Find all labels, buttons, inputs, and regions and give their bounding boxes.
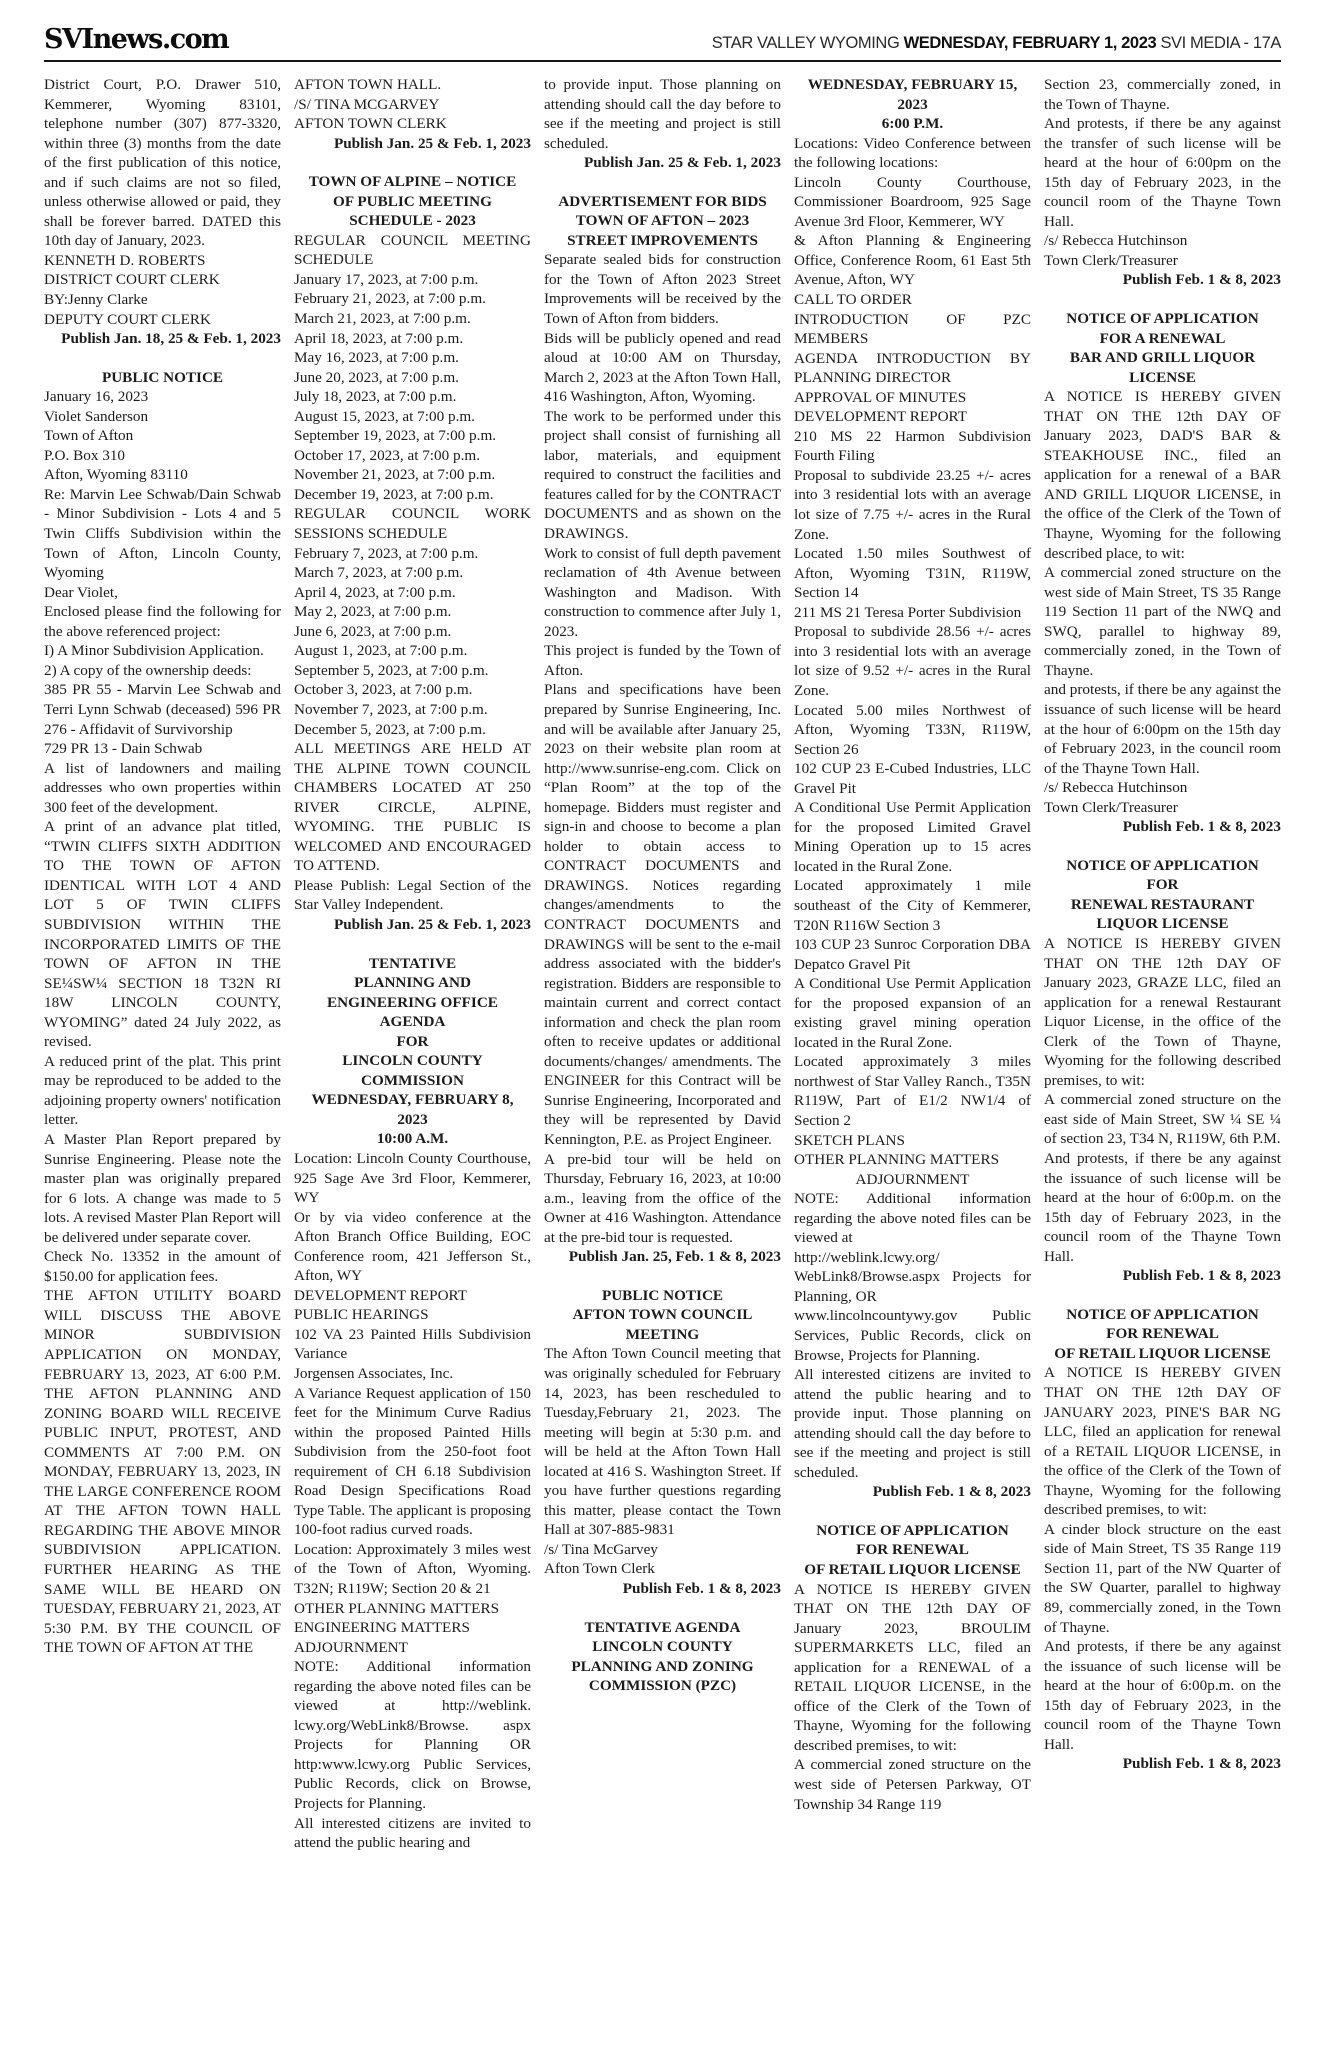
notice-heading-line: NOTICE OF APPLICATION (1066, 856, 1259, 874)
notice-paragraph: PUBLIC HEARINGS (294, 1306, 429, 1324)
notice-heading-line: LINCOLN COUNTY (342, 1052, 483, 1070)
notice-paragraph: 210 MS 22 Harmon Subdivision Fourth Filing (794, 427, 1031, 465)
notice-paragraph: 211 MS 21 Teresa Porter Subdivision (794, 603, 1022, 621)
publish-line: Publish Feb. 1 & 8, 2023 (1122, 818, 1281, 836)
notice-paragraph: Located 5.00 miles Northwest of Afton, Wyoming T33N, R119W, Section 26 (794, 701, 1031, 758)
notice-paragraph: A NOTICE IS HEREBY GIVEN THAT ON THE 12th DAY OF January 2023, GRAZE LLC, filed an application for a renewal Restaurant Liquor License, in the office of the Clerk of the Town of Thayne, Wyoming for the following described premises, to wit: (1044, 934, 1281, 1089)
notice-paragraph: A commercial zoned structure on the west side of Main Street, TS 35 Range 119 Section 11 part of the NWQ and SWQ, parallel to highway 89, commercially zoned, in the Town of Thayne. (1044, 564, 1281, 679)
notice-heading-line: LIQUOR LICENSE (1096, 915, 1229, 933)
notice-paragraph: Re: Marvin Lee Schwab/Dain Schwab - Minor Subdivision - Lots 4 and 5 Twin Cliffs Subdivision within the Town of Afton, Lincoln County, Wyoming (44, 485, 281, 582)
notice-paragraph: A cinder block structure on the east side of Main Street, TS 35 Range 119 Section 11, part of the NW Quarter of the SW Quarter, parallel to highway 89, commercially zoned, in the Town of Thayne. (1044, 1520, 1281, 1636)
notice-heading-line: NOTICE OF APPLICATION (816, 1521, 1009, 1539)
notice-heading-line: FOR A RENEWAL (1099, 329, 1226, 347)
notice-paragraph: Town Clerk/Treasurer (1044, 798, 1178, 816)
notice-paragraph: & Afton Planning & Engineering Office, Conference Room, 61 East 5th Avenue, Afton, WY (794, 232, 1031, 289)
notice-paragraph: REGULAR COUNCIL MEETING SCHEDULE (294, 231, 531, 269)
notice-heading-line: TENTATIVE AGENDA (584, 1618, 741, 1636)
notice-heading-line: AFTON TOWN COUNCIL (572, 1306, 753, 1324)
notice-heading-line: 10:00 A.M. (376, 1130, 449, 1148)
notice-paragraph: April 18, 2023, at 7:00 p.m. (294, 329, 464, 347)
notice-paragraph: And protests, if there be any against the issuance of such license will be heard at the hour of 6:00p.m. on the 15th day of February 2023, in the council room of the Thayne Town Hall. (1044, 1149, 1281, 1265)
notice-paragraph: March 7, 2023, at 7:00 p.m. (294, 564, 464, 582)
notice-heading-line: FOR (1146, 876, 1179, 894)
notice-paragraph: /s/ Tina McGarvey (544, 1540, 658, 1558)
notice-heading-line: COMMISSION (361, 1071, 464, 1089)
notice-paragraph: KENNETH D. ROBERTS (44, 251, 206, 269)
notice-paragraph: Bids will be publicly opened and read aloud at 10:00 AM on Thursday, March 2, 2023 at the Afton Town Hall, 416 Washington, Afton, Wyoming. (544, 329, 781, 406)
notice-heading-line: OF RETAIL LIQUOR LICENSE (1054, 1344, 1271, 1362)
publish-line: Publish Jan. 18, 25 & Feb. 1, 2023 (61, 330, 281, 348)
notice-paragraph: Section 23, commercially zoned, in the Town of Thayne. (1044, 76, 1281, 113)
notice-heading-line: TENTATIVE (368, 954, 457, 972)
notice-paragraph: Please Publish: Legal Section of the Star Valley Independent. (294, 876, 531, 914)
notice-heading-line: 6:00 P.M. (881, 115, 944, 133)
notice-paragraph: A Conditional Use Permit Application for the proposed Limited Gravel Mining Operation up to 15 acres located in the Rural Zone. (794, 799, 1031, 875)
column-3 (544, 75, 781, 1853)
notice-paragraph: September 5, 2023, at 7:00 p.m. (294, 661, 489, 679)
notice-heading-line: OF RETAIL LIQUOR LICENSE (804, 1561, 1021, 1579)
notice-paragraph: January 16, 2023 (44, 388, 149, 406)
notice-paragraph: /s/ Rebecca Hutchinson (1044, 779, 1188, 797)
notice-paragraph: 2) A copy of the ownership deeds: (44, 661, 252, 679)
notice-heading-line: LINCOLN COUNTY (592, 1638, 733, 1656)
notice-paragraph: April 4, 2023, at 7:00 p.m. (294, 583, 456, 601)
notice-paragraph: OTHER PLANNING MATTERS (794, 1151, 1000, 1169)
notice-paragraph: REGULAR COUNCIL WORK SESSIONS SCHEDULE (294, 505, 531, 543)
notice-heading-line: STREET IMPROVEMENTS (567, 231, 758, 249)
publish-line: Publish Feb. 1 & 8, 2023 (1122, 1267, 1281, 1285)
notice-paragraph: Town of Afton (44, 427, 134, 445)
notice-paragraph: DEPUTY COURT CLERK (44, 310, 212, 328)
notice-heading-line: WEDNESDAY, FEBRUARY 15, (807, 76, 1018, 93)
notice-heading-line: ADVERTISEMENT FOR BIDS (558, 192, 767, 210)
notice-paragraph: I) A Minor Subdivision Application. (44, 642, 264, 660)
page-header (44, 0, 1281, 62)
notice-paragraph: The Afton Town Council meeting that was originally scheduled for February 14, 2023, has been rescheduled to Tuesday,February 21, 2023. The meeting will begin at 5:30 p.m. and will be held at the Afton Town Hall located at 416 S. Washington Street. If you have further questions regarding this matter, please contact the Town Hall at 307-885-9831 (544, 1345, 781, 1539)
notice-paragraph: /S/ TINA MCGARVEY (294, 95, 440, 113)
publish-line: Publish Jan. 25 & Feb. 1, 2023 (583, 154, 781, 172)
notice-paragraph: A list of landowners and mailing addresses who own properties within 300 feet of the development. (44, 759, 281, 816)
publish-line: Publish Feb. 1 & 8, 2023 (622, 1580, 781, 1598)
notice-paragraph: A NOTICE IS HEREBY GIVEN THAT ON THE 12th DAY OF January 2023, BROULIM SUPERMARKETS LLC, filed an application for a RENEWAL of a RETAIL LIQUOR LICENSE, in the office of the Clerk of the Town of Thayne, Wyoming for the following described premises, to wit: (794, 1580, 1031, 1754)
notice-paragraph: Or by via video conference at the Afton Branch Office Building, EOC Conference room, 421 Jefferson St., Afton, WY (294, 1208, 531, 1285)
notice-heading-line: ENGINEERING OFFICE (327, 993, 498, 1011)
notice-heading-line: MEETING (625, 1325, 700, 1343)
masthead: SVInews.com (44, 24, 229, 55)
notice-paragraph: DEVELOPMENT REPORT (294, 1286, 468, 1304)
notice-paragraph: A commercial zoned structure on the east side of Main Street, SW ¼ SE ¼ of section 23, T34 N, R119W, 6th P.M. (1044, 1091, 1281, 1148)
notice-paragraph: DEVELOPMENT REPORT (794, 408, 968, 426)
notice-paragraph: This project is funded by the Town of Afton. (544, 642, 781, 679)
notice-paragraph: Separate sealed bids for construction for the Town of Afton 2023 Street Improvements will be received by the Town of Afton from bidders. (544, 251, 781, 328)
notice-paragraph: June 20, 2023, at 7:00 p.m. (294, 368, 459, 386)
notice-heading-line: WEDNESDAY, FEBRUARY 8, (311, 1091, 514, 1109)
legal-notices-columns (0, 62, 1325, 1853)
notice-paragraph: Located approximately 1 mile southeast of the City of Kemmerer, T20N R116W Section 3 (794, 877, 1031, 934)
notice-heading-line: PLANNING AND (354, 974, 471, 992)
notice-heading-line: FOR RENEWAL (856, 1541, 969, 1559)
notice-paragraph: August 1, 2023, at 7:00 p.m. (294, 642, 468, 660)
column-1 (44, 75, 281, 1853)
notice-paragraph: Enclosed please find the following for the above referenced project: (44, 603, 281, 640)
notice-paragraph: May 2, 2023, at 7:00 p.m. (294, 603, 452, 621)
notice-paragraph: 385 PR 55 - Marvin Lee Schwab and Terri Lynn Schwab (deceased) 596 PR 276 - Affidavit of Survivorship (44, 681, 281, 738)
notice-paragraph: August 15, 2023, at 7:00 p.m. (294, 407, 475, 425)
notice-paragraph: Locations: Video Conference between the following locations: (794, 134, 1031, 172)
notice-paragraph: Work to consist of full depth pavement reclamation of 4th Avenue between Washington and Madison. With construction to commence after July 1, 2023. (544, 544, 781, 640)
notice-paragraph: January 17, 2023, at 7:00 p.m. (294, 270, 479, 288)
notice-paragraph: Lincoln County Courthouse, Commissioner Boardroom, 925 Sage Avenue 3rd Floor, Kemmerer, WY (794, 173, 1031, 230)
notice-paragraph: May 16, 2023, at 7:00 p.m. (294, 349, 459, 367)
notice-paragraph: ALL MEETINGS ARE HELD AT THE ALPINE TOWN COUNCIL CHAMBERS LOCATED AT 250 RIVER CIRCLE, ALPINE, WYOMING. THE PUBLIC IS WELCOMED AND ENCOURAGED TO ATTEND. (294, 740, 531, 875)
notice-heading-line: PUBLIC NOTICE (101, 368, 224, 386)
notice-paragraph: Afton, Wyoming 83110 (44, 466, 188, 484)
notice-heading-line: FOR RENEWAL (1106, 1325, 1219, 1343)
header-edition: SVI MEDIA - 17A (1156, 34, 1281, 52)
notice-paragraph: Proposal to subdivide 23.25 +/- acres into 3 residential lots with an average lot size of 7.75 +/- acres in the Rural Zone. (794, 466, 1031, 543)
notice-paragraph: A Variance Request application of 150 feet for the Minimum Curve Radius within the proposed Painted Hills Subdivision from the 250-foot foot requirement of CH 6.18 Subdivision Road Design Specifications Road Type Table. The applicant is proposing 100-foot radius curved roads. (294, 1384, 531, 1539)
notice-paragraph: A Master Plan Report prepared by Sunrise Engineering. Please note the master plan was originally prepared for 6 lots. A change was made to 5 lots. A revised Master Plan Report will be delivered under separate cover. (44, 1130, 281, 1246)
notice-heading-line: PUBLIC NOTICE (601, 1286, 724, 1304)
notice-paragraph: The work to be performed under this project shall consist of furnishing all labor, materials, and equipment required to construct the facilities and features called for by the CONTRACT DOCUMENTS and as shown on the DRAWINGS. (544, 407, 781, 543)
notice-heading-line: AGENDA (379, 1013, 446, 1031)
notice-paragraph: AFTON TOWN HALL. (294, 76, 442, 93)
notice-paragraph: Afton Town Clerk (544, 1560, 655, 1578)
notice-paragraph: Proposal to subdivide 28.56 +/- acres into 3 residential lots with an average lot size of 9.52 +/- acres in the Rural Zone. (794, 623, 1031, 699)
notice-heading-line: 2023 (897, 95, 928, 113)
notice-paragraph: A NOTICE IS HEREBY GIVEN THAT ON THE 12th DAY OF JANUARY 2023, PINE'S BAR NG LLC, filed an application for renewal of a RETAIL LIQUOR LICENSE, in the office of the Clerk of the Town of Thayne, Wyoming for the following described premises, to wit: (1044, 1364, 1281, 1519)
notice-paragraph: Jorgensen Associates, Inc. (294, 1365, 454, 1382)
notice-paragraph: to provide input. Those planning on attending should call the day before to see if the meeting and project is still scheduled. (544, 76, 781, 152)
notice-heading-line: COMMISSION (PZC) (588, 1677, 737, 1695)
notice-paragraph: Location: Lincoln County Courthouse, 925 Sage Ave 3rd Floor, Kemmerer, WY (294, 1149, 531, 1207)
notice-paragraph: 102 VA 23 Painted Hills Subdivision Variance (294, 1325, 531, 1363)
notice-paragraph: March 21, 2023, at 7:00 p.m. (294, 310, 471, 328)
notice-paragraph: NOTE: Additional information regarding the above noted files can be viewed at (794, 1190, 1031, 1247)
notice-heading-line: BAR AND GRILL LIQUOR (1069, 349, 1256, 367)
notice-paragraph: All interested citizens are invited to attend the public hearing and (294, 1814, 531, 1852)
notice-paragraph: A Conditional Use Permit Application for the proposed expansion of an existing gravel mining operation located in the Rural Zone. (794, 975, 1031, 1051)
notice-paragraph: Located approximately 3 miles northwest of Star Valley Ranch., T35N R119W, Part of E1/2 NW1/4 of Section 2 (794, 1053, 1031, 1129)
column-5 (1044, 75, 1281, 1853)
notice-paragraph: SKETCH PLANS (794, 1131, 905, 1149)
publish-line: Publish Jan. 25, Feb. 1 & 8, 2023 (568, 1248, 781, 1266)
notice-paragraph: Location: Approximately 3 miles west of the Town of Afton, Wyoming. T32N; R119W; Section 20 & 21 (294, 1540, 531, 1598)
notice-paragraph: ENGINEERING MATTERS (294, 1619, 470, 1637)
notice-paragraph: THE AFTON UTILITY BOARD WILL DISCUSS THE ABOVE MINOR SUBDIVISION APPLICATION ON MONDAY, FEBRUARY 13, 2023, AT 6:00 P.M. THE AFTON PLANNING AND ZONING BOARD WILL RECEIVE PUBLIC INPUT, PROTEST, AND COMMENTS AT 7:00 P.M. ON MONDAY, FEBRUARY 13, 2023, IN THE LARGE CONFERENCE ROOM AT THE AFTON TOWN HALL REGARDING THE ABOVE MINOR SUBDIVISION APPLICATION. FURTHER HEARING AS THE SAME WILL BE HEARD ON TUESDAY, FEBRUARY 21, 2023, AT 5:30 P.M. BY THE COUNCIL OF THE TOWN OF AFTON AT THE (44, 1287, 281, 1657)
notice-paragraph: Dear Violet, (44, 583, 118, 601)
notice-paragraph: 729 PR 13 - Dain Schwab (44, 740, 203, 758)
publish-line: Publish Feb. 1 & 8, 2023 (1122, 1755, 1281, 1773)
notice-paragraph: /s/ Rebecca Hutchinson (1044, 232, 1188, 250)
notice-heading-line: RENEWAL RESTAURANT (1070, 895, 1255, 913)
notice-paragraph: December 5, 2023, at 7:00 p.m. (294, 720, 486, 738)
notice-paragraph: All interested citizens are invited to attend the public hearing and to provide input. Those planning on attending should call the day before to see if the meeting and project is still scheduled. (794, 1366, 1031, 1481)
notice-paragraph: November 7, 2023, at 7:00 p.m. (294, 700, 488, 718)
notice-paragraph: February 21, 2023, at 7:00 p.m. (294, 290, 486, 308)
notice-paragraph: OTHER PLANNING MATTERS (294, 1599, 500, 1617)
notice-paragraph: A NOTICE IS HEREBY GIVEN THAT ON THE 12th DAY OF January 2023, DAD'S BAR & STEAKHOUSE INC., filed an application for a renewal of a BAR AND GRILL LIQUOR LICENSE, in the office of the Clerk of the Town of Thayne, Wyoming for the following described place, to wit: (1044, 388, 1281, 562)
notice-heading-line: FOR (396, 1032, 429, 1050)
publish-line: Publish Jan. 25 & Feb. 1, 2023 (333, 134, 531, 152)
notice-paragraph: A print of an advance plat titled, “TWIN CLIFFS SIXTH ADDITION TO THE TOWN OF AFTON IDENTICAL WITH LOT 4 AND LOT 5 OF TWIN CLIFFS SUBDIVISION WITHIN THE INCORPORATED LIMITS OF THE TOWN OF AFTON IN THE SE¼SW¼ SECTION 18 T32N RI 18W LINCOLN COUNTY, WYOMING” dated 24 July 2022, as revised. (44, 818, 281, 1051)
notice-paragraph: Plans and specifications have been prepared by Sunrise Engineering, Inc. and will be available after January 25, 2023 on their website plan room at http://www.sunrise-eng.com. Click on “Plan Room” at the top of the homepage. Bidders must register and sign-in and choose to become a plan holder to obtain access to CONTRACT DOCUMENTS and DRAWINGS. Notices regarding changes/amendments to the CONTRACT DOCUMENTS and DRAWINGS will be sent to the e-mail address associated with the bidder's registration. Bidders are responsible to maintain current and correct contact information and check the plan room often to receive updates or additional documents/changes/ amendments. The ENGINEER for this Contract will be Sunrise Engineering, Incorporated and they will be represented by David Kennington, P.E. as Project Engineer. (544, 681, 781, 1148)
column-2 (294, 75, 531, 1853)
notice-paragraph: http://weblink.lcwy.org/ WebLink8/Browse.aspx Projects for Planning, OR (794, 1248, 1031, 1305)
notice-paragraph: October 3, 2023, at 7:00 p.m. (294, 681, 473, 699)
notice-paragraph: December 19, 2023, at 7:00 p.m. (294, 485, 494, 503)
notice-heading-line: TOWN OF ALPINE – NOTICE (308, 173, 517, 191)
notice-paragraph: INTRODUCTION OF PZC MEMBERS (794, 310, 1031, 348)
notice-paragraph: 102 CUP 23 E-Cubed Industries, LLC Gravel Pit (794, 760, 1031, 797)
publish-line: Publish Feb. 1 & 8, 2023 (1122, 271, 1281, 289)
notice-paragraph: NOTE: Additional information regarding the above noted files can be viewed at http://weblink. lcwy.org/WebLink8/Browse. aspx Projects for Planning OR http:www.lcwy.org Public Services, Public Records, click on Browse, Projects for Planning. (294, 1658, 531, 1813)
publish-line: Publish Jan. 25 & Feb. 1, 2023 (333, 915, 531, 933)
notice-paragraph: P.O. Box 310 (44, 446, 126, 464)
notice-paragraph: Located 1.50 miles Southwest of Afton, Wyoming T31N, R119W, Section 14 (794, 545, 1031, 602)
publish-line: Publish Feb. 1 & 8, 2023 (872, 1483, 1031, 1501)
notice-paragraph: September 19, 2023, at 7:00 p.m. (294, 427, 497, 445)
notice-heading-line: NOTICE OF APPLICATION (1066, 310, 1259, 328)
notice-paragraph: July 18, 2023, at 7:00 p.m. (294, 388, 457, 406)
notice-paragraph: APPROVAL OF MINUTES (794, 388, 967, 406)
notice-heading-line: SCHEDULE - 2023 (349, 212, 476, 230)
notice-paragraph: And protests, if there be any against the issuance of such license will be heard at the hour of 6:00p.m. on the 15th day of February 2023, in the council room of the Thayne Town Hall. (1044, 1638, 1281, 1753)
notice-paragraph: November 21, 2023, at 7:00 p.m. (294, 466, 496, 484)
notice-heading-line: NOTICE OF APPLICATION (1066, 1305, 1259, 1323)
notice-paragraph: Town Clerk/Treasurer (1044, 251, 1178, 269)
notice-paragraph: 103 CUP 23 Sunroc Corporation DBA Depatco Gravel Pit (794, 936, 1031, 973)
notice-paragraph: A reduced print of the plat. This print may be reproduced to be added to the adjoining property owners' notification letter. (44, 1052, 281, 1129)
notice-heading-line: TOWN OF AFTON – 2023 (575, 212, 750, 230)
notice-paragraph: www.lincolncountywy.gov Public Services, Public Records, click on Browse, Projects for Planning. (794, 1307, 1031, 1364)
notice-paragraph: And protests, if there be any against the transfer of such license will be heard at the hour of 6:00pm on the 15th day of February 2023, in the council room of the Thayne Town Hall. (1044, 115, 1281, 230)
notice-paragraph: October 17, 2023, at 7:00 p.m. (294, 446, 481, 464)
notice-paragraph: and protests, if there be any against the issuance of such license will be heard at the hour of 6:00pm on the 15th day of February 2023, in the council room of the Thayne Town Hall. (1044, 681, 1282, 777)
notice-paragraph: ADJOURNMENT (294, 1638, 408, 1656)
notice-heading-line: 2023 (397, 1110, 428, 1128)
notice-paragraph: Check No. 13352 in the amount of $150.00 for application fees. (44, 1248, 281, 1285)
notice-paragraph: CALL TO ORDER (794, 291, 912, 309)
notice-heading-line: LICENSE (1129, 368, 1196, 386)
notice-paragraph: A pre-bid tour will be held on Thursday, February 16, 2023, at 10:00 a.m., leaving from the office of the Owner at 416 Washington. Attendance at the pre-bid tour is requested. (544, 1150, 781, 1246)
header-region: STAR VALLEY WYOMING (711, 34, 904, 52)
notice-paragraph: BY:Jenny Clarke (44, 291, 148, 309)
notice-paragraph: June 6, 2023, at 7:00 p.m. (294, 622, 452, 640)
notice-heading-line: PLANNING AND ZONING (571, 1657, 754, 1675)
column-4 (794, 75, 1031, 1853)
centered-line: ADJOURNMENT (855, 1170, 970, 1188)
notice-paragraph: District Court, P.O. Drawer 510, Kemmerer, Wyoming 83101, telephone number (307) 877-3320, within three (3) months from the date of the first publication of this notice, and if such claims are not so filed, unless otherwise allowed or paid, they shall be forever barred. DATED this 10th day of January, 2023. (44, 76, 281, 250)
header-date: WEDNESDAY, FEBRUARY 1, 2023 (903, 34, 1157, 52)
notice-paragraph: AFTON TOWN CLERK (294, 115, 447, 133)
notice-paragraph: Violet Sanderson (44, 407, 149, 425)
notice-heading-line: OF PUBLIC MEETING (333, 192, 492, 210)
notice-paragraph: AGENDA INTRODUCTION BY PLANNING DIRECTOR (794, 349, 1031, 387)
header-dateline (712, 34, 1281, 53)
notice-paragraph: February 7, 2023, at 7:00 p.m. (294, 544, 479, 562)
notice-paragraph: A commercial zoned structure on the west side of Petersen Parkway, OT Township 34 Range 119 (794, 1756, 1031, 1813)
notice-paragraph: DISTRICT COURT CLERK (44, 271, 220, 289)
